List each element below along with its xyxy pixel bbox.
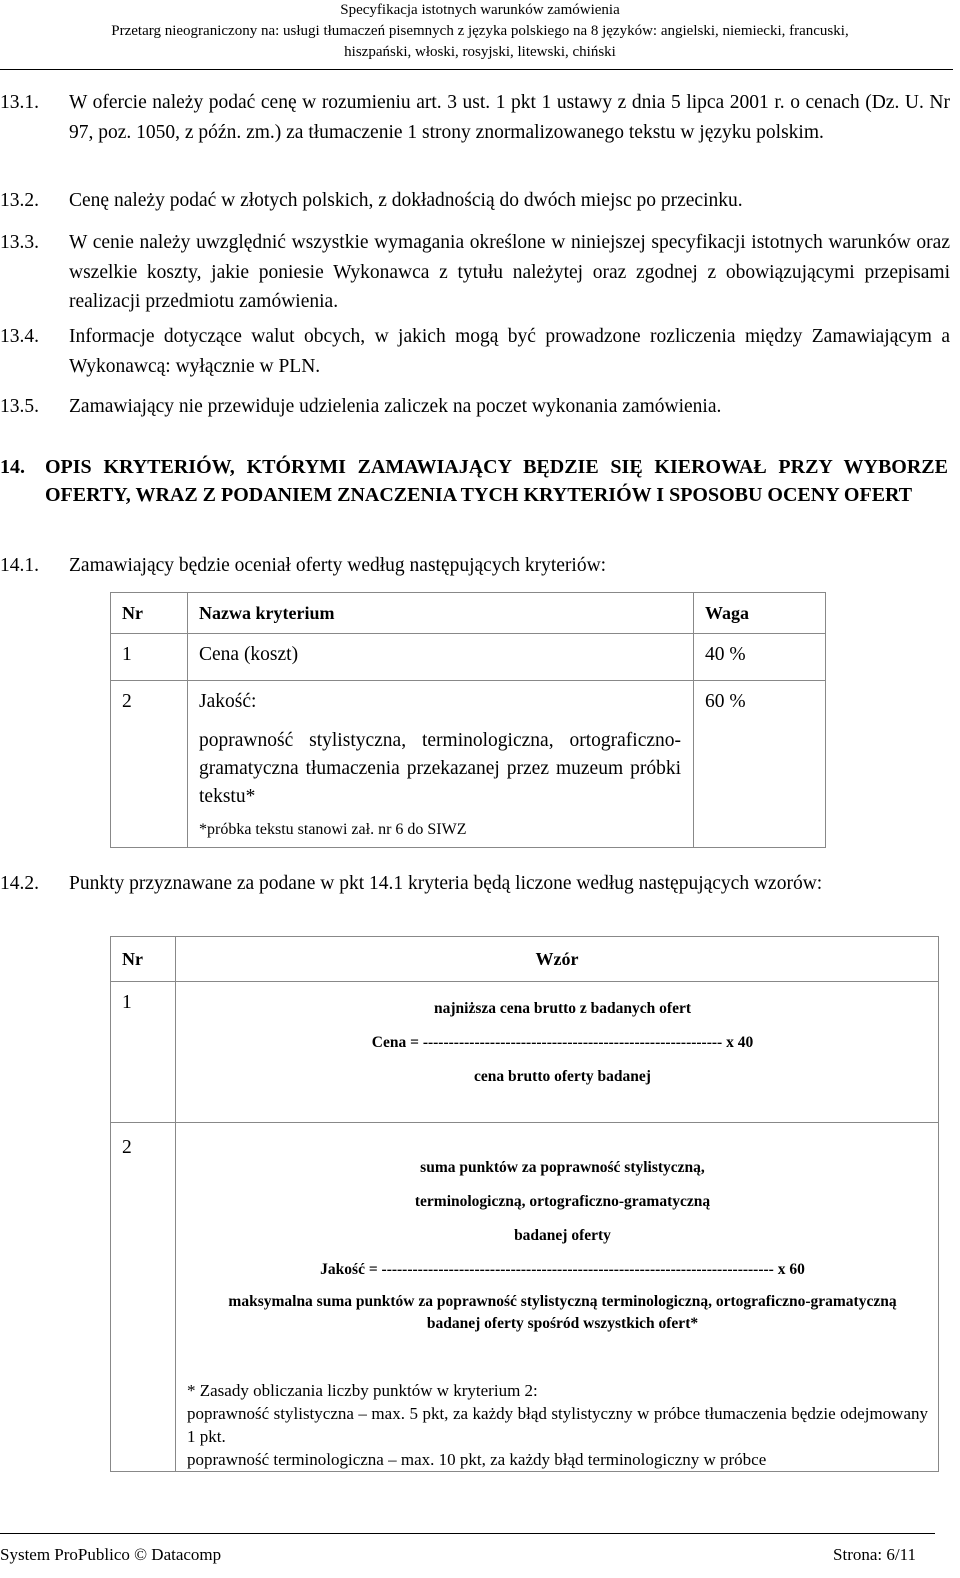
header-weight: Waga bbox=[694, 593, 826, 634]
rule-stylistic: poprawność stylistyczna – max. 5 pkt, za każdy błąd stylistyczny w próbce tłumaczenia będzie odejmowany 1 pkt. bbox=[187, 1404, 928, 1446]
section-number: 13.5. bbox=[0, 396, 39, 417]
section-14-1 bbox=[0, 551, 950, 581]
section-13-5 bbox=[0, 392, 950, 422]
cell-weight: 40 % bbox=[694, 634, 826, 681]
header-formula: Wzór bbox=[176, 937, 939, 982]
footer-page-number: Strona: 6/11 bbox=[833, 1545, 916, 1564]
formula-numerator: najniższa cena brutto z badanych ofert bbox=[433, 1000, 692, 1017]
header-title: Specyfikacja istotnych warunków zamówienia bbox=[340, 2, 620, 18]
table-header-row bbox=[111, 937, 939, 982]
criterion-description: poprawność stylistyczna, terminologiczna, ortograficzno-gramatyczna tłumaczenia przekazanej przez muzeum próbki tekstu* bbox=[199, 730, 681, 807]
header-languages: hiszpański, włoski, rosyjski, litewski, chiński bbox=[344, 44, 616, 60]
table-row bbox=[111, 681, 826, 848]
cell-nr: 2 bbox=[111, 1123, 176, 1472]
section-number: 13.1. bbox=[0, 92, 39, 113]
section-text: Punkty przyznawane za podane w pkt 14.1 kryteria będą liczone według następujących wzorów: bbox=[69, 873, 823, 894]
formula-line: Cena = ---------------------------------------------------------- x 40 bbox=[371, 1034, 754, 1051]
formula-line: Jakość = ---------------------------------------------------------------------------- x 60 bbox=[320, 1261, 805, 1278]
section-text: W cenie należy uwzględnić wszystkie wymagania określone w niniejszej specyfikacji istotnych warunków oraz wszelkie koszty, jakie poniesie Wykonawca z tytułu należytej oraz zgodnej z obowiązującymi przepisami realizacji przedmiotu zamówienia. bbox=[69, 232, 950, 312]
criterion-note: *próbka tekstu stanowi zał. nr 6 do SIWZ bbox=[199, 821, 467, 838]
table-row bbox=[111, 1123, 939, 1472]
cell-formula bbox=[176, 982, 939, 1123]
rule-terminological: poprawność terminologiczna – max. 10 pkt, za każdy błąd terminologiczny w próbce bbox=[187, 1450, 767, 1469]
cell-name bbox=[188, 681, 694, 848]
table-row bbox=[111, 982, 939, 1123]
section-number: 14.2. bbox=[0, 873, 39, 894]
cell-name: Cena (koszt) bbox=[188, 634, 694, 681]
criterion-name: Jakość: bbox=[199, 691, 257, 712]
formula-denominator: cena brutto oferty badanej bbox=[474, 1068, 651, 1085]
cell-nr: 1 bbox=[111, 982, 176, 1123]
section-14-2 bbox=[0, 869, 950, 899]
footer-system: System ProPublico © Datacomp bbox=[0, 1545, 222, 1564]
table-header-row bbox=[111, 593, 826, 634]
section-text: Cenę należy podać w złotych polskich, z dokładnością do dwóch miejsc po przecinku. bbox=[69, 190, 743, 211]
price-formula bbox=[187, 992, 938, 1094]
section-number: 13.2. bbox=[0, 190, 39, 211]
header-nr: Nr bbox=[111, 593, 188, 634]
criteria-table bbox=[110, 592, 826, 848]
section-text: Zamawiający będzie oceniał oferty według następujących kryteriów: bbox=[69, 555, 607, 576]
section-number: 13.3. bbox=[0, 232, 39, 253]
section-14-heading bbox=[0, 453, 948, 509]
section-13-1 bbox=[0, 88, 950, 147]
quality-formula bbox=[187, 1151, 938, 1335]
section-text: Zamawiający nie przewiduje udzielenia zaliczek na poczet wykonania zamówienia. bbox=[69, 396, 722, 417]
page-header bbox=[0, 0, 960, 63]
section-13-3 bbox=[0, 228, 950, 317]
section-number: 14. bbox=[0, 456, 25, 478]
cell-nr: 2 bbox=[111, 681, 188, 848]
header-subject: Przetarg nieograniczony na: usługi tłumaczeń pisemnych z języka polskiego na 8 języków: angielski, niemiecki, francuski, bbox=[111, 23, 849, 39]
rules-title: * Zasady obliczania liczby punktów w kryterium 2: bbox=[187, 1381, 538, 1400]
cell-formula bbox=[176, 1123, 939, 1472]
cell-nr: 1 bbox=[111, 634, 188, 681]
formula-numerator: badanej oferty bbox=[514, 1227, 611, 1244]
cell-weight: 60 % bbox=[694, 681, 826, 848]
scoring-rules bbox=[187, 1379, 938, 1471]
section-heading-text: OPIS KRYTERIÓW, KTÓRYMI ZAMAWIAJĄCY BĘDZIE SIĘ KIEROWAŁ PRZY WYBORZE OFERTY, WRAZ Z PODANIEM ZNACZENIA TYCH KRYTERIÓW I SPOSOBU OCENY OFERT bbox=[45, 456, 948, 506]
section-13-4 bbox=[0, 322, 950, 381]
formula-numerator: suma punktów za poprawność stylistyczną, bbox=[420, 1159, 705, 1176]
table-row bbox=[111, 634, 826, 681]
footer-divider bbox=[0, 1533, 935, 1534]
section-text: W ofercie należy podać cenę w rozumieniu art. 3 ust. 1 pkt 1 ustawy z dnia 5 lipca 2001 r. o cenach (Dz. U. Nr 97, poz. 1050, z późn. zm.) za tłumaczenie 1 strony znormalizowanego tekstu w języku polskim. bbox=[69, 92, 950, 143]
header-name: Nazwa kryterium bbox=[188, 593, 694, 634]
formula-denominator: maksymalna suma punktów za poprawność stylistyczną terminologiczną, ortograficzno-gramatyczną badanej oferty spośród wszystkich ofert* bbox=[228, 1293, 897, 1332]
formula-table bbox=[110, 936, 939, 1472]
section-number: 13.4. bbox=[0, 326, 39, 347]
header-nr: Nr bbox=[111, 937, 176, 982]
header-divider bbox=[0, 69, 953, 70]
section-13-2 bbox=[0, 186, 950, 216]
section-text: Informacje dotyczące walut obcych, w jakich mogą być prowadzone rozliczenia między Zamawiającym a Wykonawcą: wyłącznie w PLN. bbox=[69, 326, 950, 377]
section-number: 14.1. bbox=[0, 555, 39, 576]
formula-numerator: terminologiczną, ortograficzno-gramatyczną bbox=[414, 1193, 711, 1210]
